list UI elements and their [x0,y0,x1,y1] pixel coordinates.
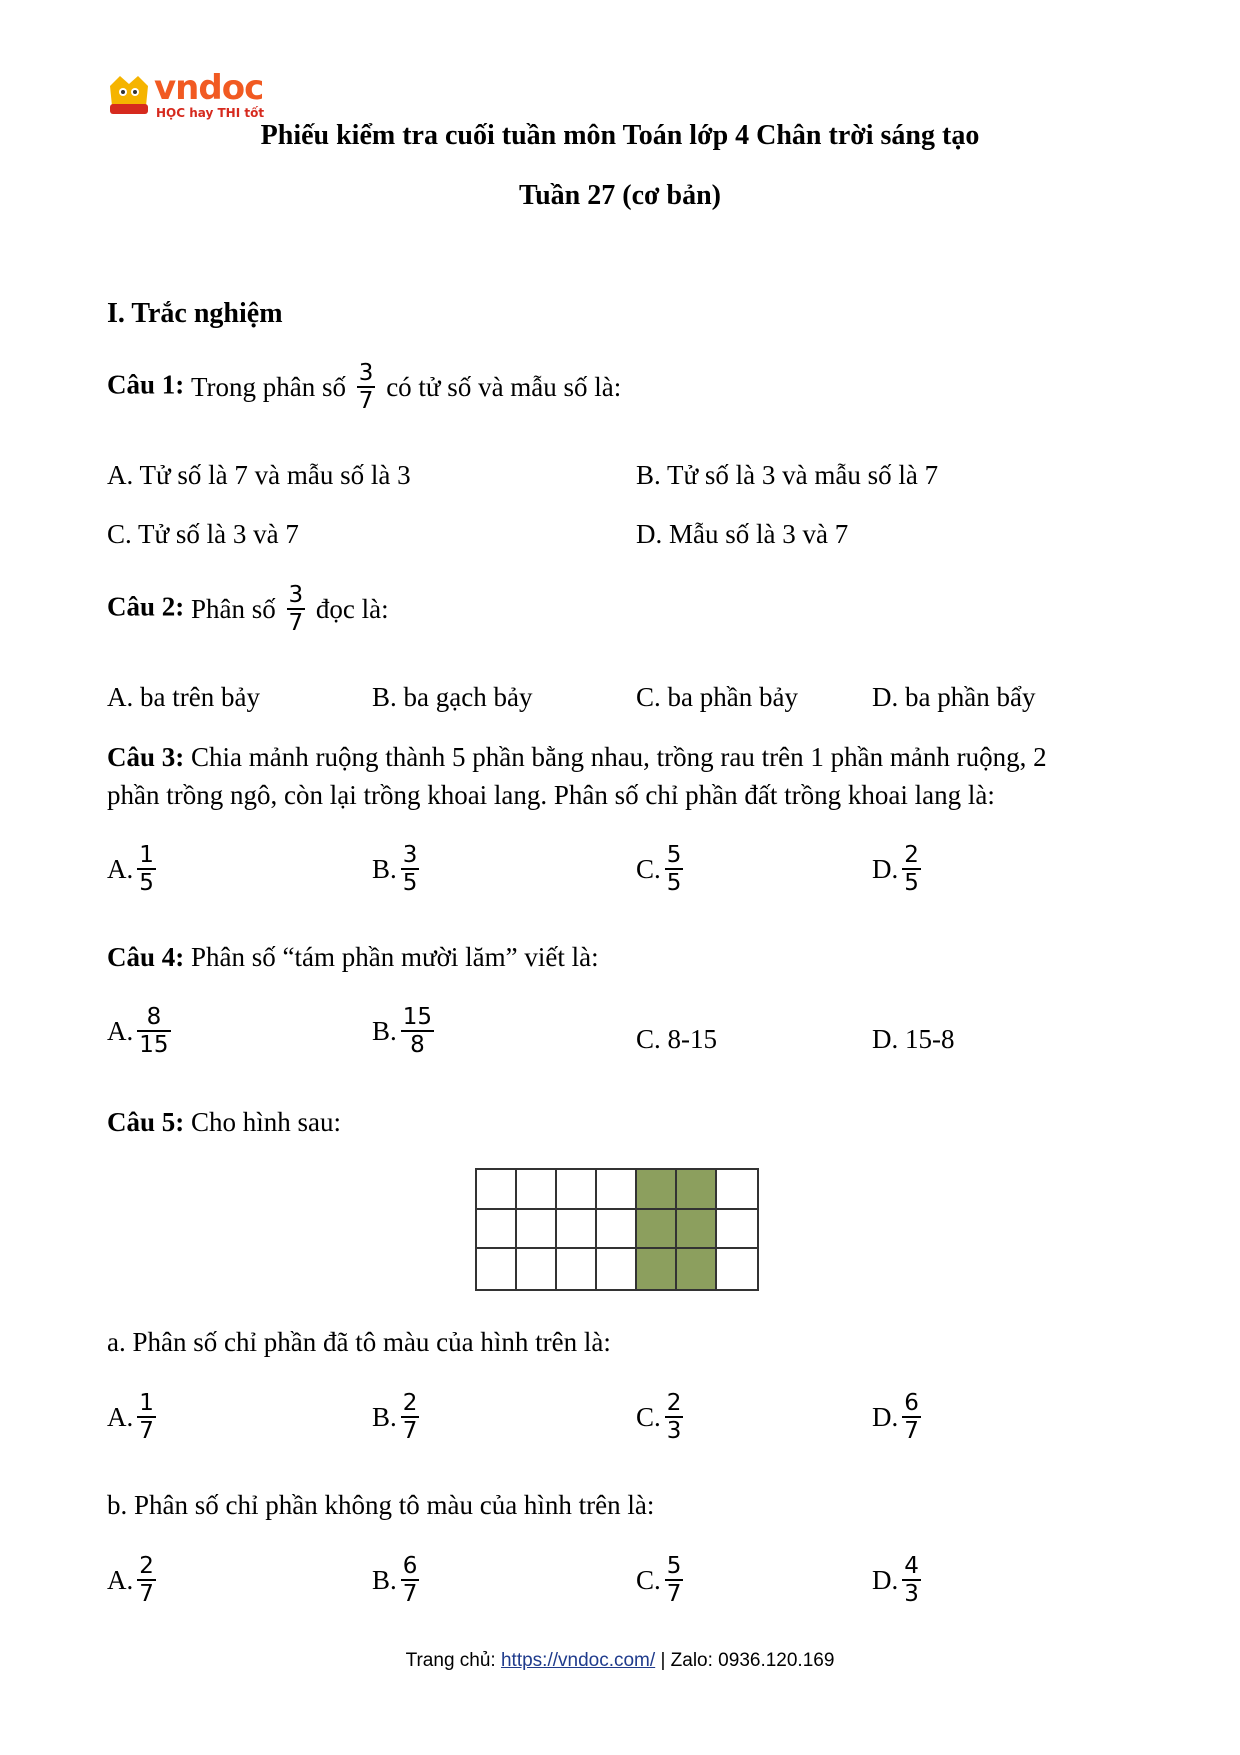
fraction: $\frac{6}{7}$ [402,1553,418,1608]
grid-cell [597,1249,637,1289]
fraction: $\frac{5}{5}$ [666,842,682,897]
option-d[interactable]: D. Mẫu số là 3 và 7 [636,519,849,549]
fraction: $\frac{4}{3}$ [904,1553,919,1608]
grid-cell [717,1170,757,1210]
grid-cell-shaded [637,1249,677,1289]
grid-cell [557,1249,597,1289]
question-label: Câu 3: [107,742,185,772]
question-5 [107,1107,341,1138]
option-c[interactable]: C. 8-15 [636,1024,718,1054]
grid-cell [717,1249,757,1289]
logo-tagline: HỌC hay THI tốt [156,106,265,120]
fraction: $\frac{8}{15}$ [139,1004,169,1059]
question-label: Câu 4: [107,942,185,972]
fraction: $\frac{3}{5}$ [402,842,418,897]
option-c[interactable]: C. $\frac{5}{7}$ [636,1553,682,1608]
question-2 [107,582,389,637]
grid-cell-shaded [637,1210,677,1250]
question-5b-text: b. Phân số chỉ phần không tô màu của hình trên là: [107,1490,655,1520]
option-d[interactable]: D. $\frac{4}{3}$ [872,1553,919,1608]
fraction: $\frac{2}{7}$ [402,1390,418,1445]
question-1 [107,360,621,415]
fraction: $\frac{15}{8}$ [402,1004,433,1059]
page-footer [0,1650,1240,1672]
question-text: đọc là: [315,593,389,624]
grid-cell-shaded [677,1170,717,1210]
question-text: Trong phân số [191,371,347,402]
grid-cell [597,1170,637,1210]
question-text: Chia mảnh ruộng thành 5 phần bằng nhau, trồng rau trên 1 phần mảnh ruộng, 2 [191,742,1047,772]
section-heading: I. Trắc nghiệm [107,298,283,329]
option-c[interactable]: C. ba phần bảy [636,682,798,712]
question-5a-text: a. Phân số chỉ phần đã tô màu của hình trên là: [107,1327,611,1357]
grid-cell [557,1210,597,1250]
option-c[interactable]: C. $\frac{2}{3}$ [636,1390,682,1445]
option-a[interactable]: A. $\frac{8}{15}$ [107,1004,169,1059]
grid-cell [517,1170,557,1210]
shaded-grid-figure [475,1168,759,1291]
option-b[interactable]: B. $\frac{6}{7}$ [372,1553,418,1608]
option-c[interactable]: C. $\frac{5}{5}$ [636,842,682,897]
footer-contact: | Zalo: 0936.120.169 [660,1650,835,1671]
option-d[interactable]: D. ba phần bẩy [872,682,1036,712]
fraction: $\frac{2}{7}$ [139,1553,154,1608]
option-d[interactable]: D. $\frac{2}{5}$ [872,842,919,897]
grid-cell [517,1249,557,1289]
fraction: $\frac{6}{7}$ [904,1390,919,1445]
homepage-link[interactable]: https://vndoc.com/ [500,1650,656,1671]
option-b[interactable]: B. $\frac{2}{7}$ [372,1390,418,1445]
fraction: $\frac{3}{7}$ [288,582,304,637]
option-a[interactable]: A. ba trên bảy [107,682,260,712]
mascot-icon [106,72,152,116]
grid-cell [477,1210,517,1250]
option-a[interactable]: A. $\frac{2}{7}$ [107,1553,154,1608]
option-d[interactable]: D. $\frac{6}{7}$ [872,1390,919,1445]
page-title: Phiếu kiểm tra cuối tuần môn Toán lớp 4 Chân trời sáng tạo [260,120,980,151]
question-text: có tử số và mẫu số là: [386,371,622,402]
fraction: $\frac{3}{7}$ [358,360,374,415]
question-label: Câu 2: [107,591,185,622]
option-b[interactable]: B. Tử số là 3 và mẫu số là 7 [636,460,939,490]
option-b[interactable]: B. $\frac{15}{8}$ [372,1004,433,1059]
grid-cell-shaded [637,1170,677,1210]
grid-cell [717,1210,757,1250]
question-3 [107,742,1047,773]
grid-cell [517,1210,557,1250]
option-c[interactable]: C. Tử số là 3 và 7 [107,519,299,549]
fraction: $\frac{2}{5}$ [904,842,919,897]
grid-cell [477,1249,517,1289]
question-4 [107,942,599,973]
grid-cell [477,1170,517,1210]
question-label: Câu 1: [107,369,185,400]
option-a[interactable]: A. $\frac{1}{5}$ [107,842,154,897]
grid-cell-shaded [677,1249,717,1289]
page-subtitle: Tuần 27 (cơ bản) [519,180,721,211]
fraction: $\frac{1}{7}$ [139,1390,154,1445]
grid-cell [557,1170,597,1210]
question-label: Câu 5: [107,1107,185,1137]
footer-prefix: Trang chủ: [405,1650,496,1671]
option-a[interactable]: A. Tử số là 7 và mẫu số là 3 [107,460,411,490]
fraction: $\frac{1}{5}$ [139,842,154,897]
question-text: Phân số [191,593,276,624]
question-text: Cho hình sau: [191,1107,342,1137]
grid-cell-shaded [677,1210,717,1250]
option-d[interactable]: D. 15-8 [872,1024,955,1054]
vndoc-logo[interactable] [106,68,265,122]
option-b[interactable]: B. ba gạch bảy [372,682,533,712]
option-a[interactable]: A. $\frac{1}{7}$ [107,1390,154,1445]
question-text-line2: phần trồng ngô, còn lại trồng khoai lang. Phân số chỉ phần đất trồng khoai lang là: [107,780,995,810]
option-b[interactable]: B. $\frac{3}{5}$ [372,842,418,897]
fraction: $\frac{2}{3}$ [666,1390,682,1445]
logo-brand: vndoc [154,68,264,108]
fraction: $\frac{5}{7}$ [666,1553,682,1608]
question-text: Phân số “tám phần mười lăm” viết là: [191,942,599,972]
grid-cell [597,1210,637,1250]
